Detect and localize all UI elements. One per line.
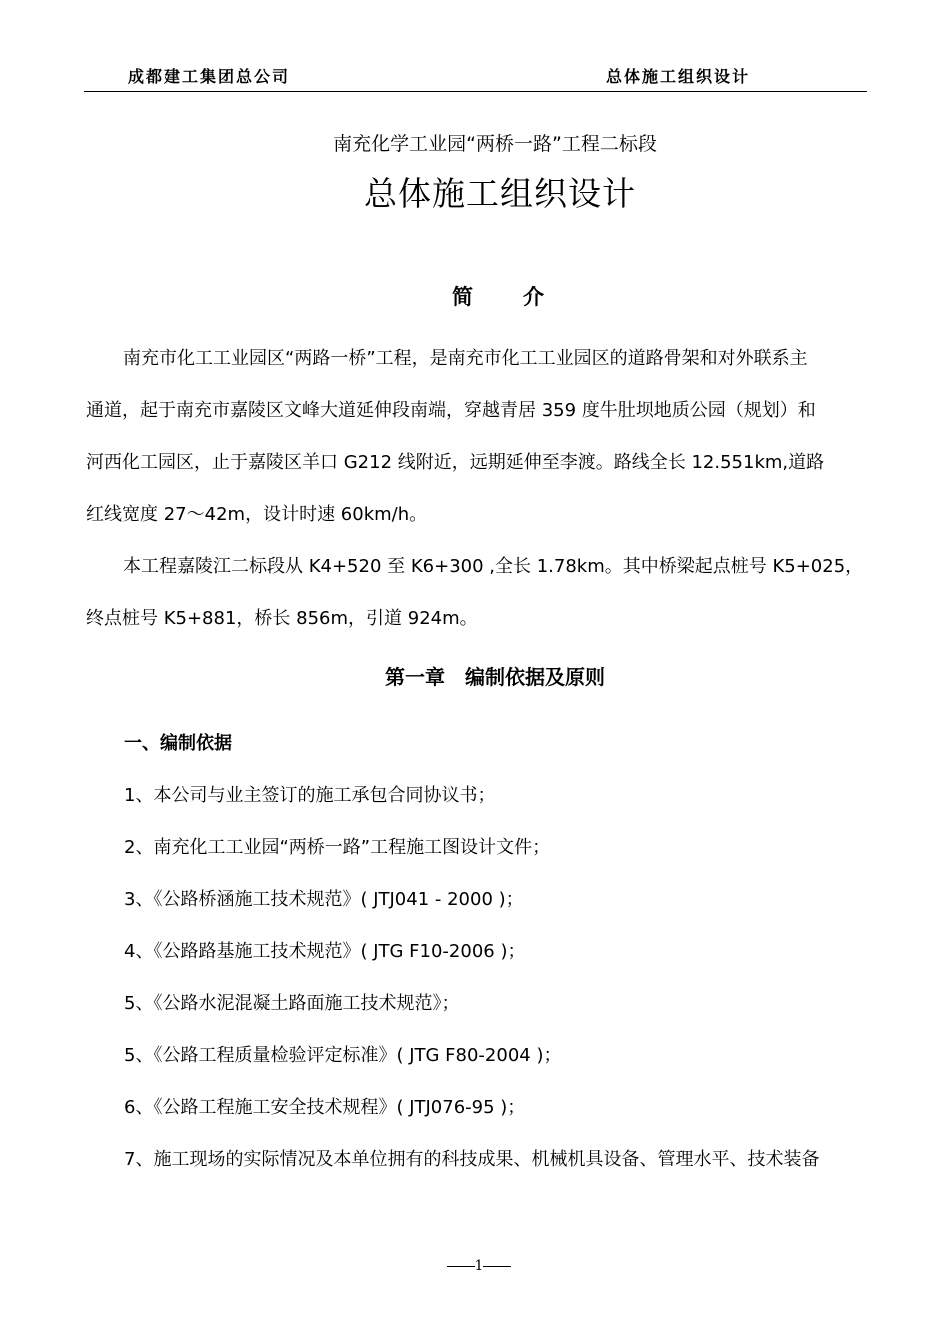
list-item: 2、南充化工工业园“两桥一路”工程施工图设计文件； xyxy=(124,837,551,858)
section-heading: 一、编制依据 xyxy=(124,733,232,754)
paragraph-line: 通道，起于南充市嘉陵区文峰大道延伸段南端，穿越青居 359 度牛肚坝地质公园（规划）和 xyxy=(86,400,816,421)
list-item: 4、《公路路基施工技术规范》( JTG F10-2006 )； xyxy=(124,941,526,962)
document-subtitle: 南充化学工业园“两桥一路”工程二标段 xyxy=(333,133,657,155)
intro-heading xyxy=(452,281,544,311)
page-number: 1 xyxy=(474,1258,484,1274)
page-footer xyxy=(0,1258,950,1274)
footer-dash-right xyxy=(483,1266,511,1267)
list-item: 5、《公路工程质量检验评定标准》( JTG F80-2004 )； xyxy=(124,1045,562,1066)
list-item: 5、《公路水泥混凝土路面施工技术规范》； xyxy=(124,993,460,1014)
list-item: 7、施工现场的实际情况及本单位拥有的科技成果、机械机具设备、管理水平、技术装备 xyxy=(124,1149,820,1170)
header-rule xyxy=(84,91,867,92)
chapter-heading: 第一章 编制依据及原则 xyxy=(385,665,605,689)
list-item: 1、本公司与业主签订的施工承包合同协议书； xyxy=(124,785,496,806)
header-doc-title: 总体施工组织设计 xyxy=(606,67,751,86)
list-item: 3、《公路桥涵施工技术规范》( JTJ041 - 2000 )； xyxy=(124,889,524,910)
paragraph-line: 河西化工园区，止于嘉陵区羊口 G212 线附近，远期延伸至李渡。路线全长 12.551km,道路 xyxy=(86,452,825,473)
intro-paragraph-1 xyxy=(86,333,868,541)
document-title: 总体施工组织设计 xyxy=(364,174,636,213)
paragraph-line: 本工程嘉陵江二标段从 K4+520 至 K6+300 ,全长 1.78km。其中桥梁起点桩号 K5+025， xyxy=(123,556,864,577)
intro-heading-char-2: 介 xyxy=(523,285,544,309)
intro-paragraph-2 xyxy=(86,541,868,645)
paragraph-line: 红线宽度 27～42m，设计时速 60km/h。 xyxy=(86,504,428,525)
list-item: 6、《公路工程施工安全技术规程》( JTJ076-95 )； xyxy=(124,1097,526,1118)
intro-heading-char-1: 简 xyxy=(452,285,473,309)
header-company: 成都建工集团总公司 xyxy=(128,67,291,86)
footer-dash-left xyxy=(447,1266,475,1267)
paragraph-line: 终点桩号 K5+881，桥长 856m，引道 924m。 xyxy=(86,608,478,629)
paragraph-line: 南充市化工工业园区“两路一桥”工程，是南充市化工工业园区的道路骨架和对外联系主 xyxy=(123,348,808,369)
